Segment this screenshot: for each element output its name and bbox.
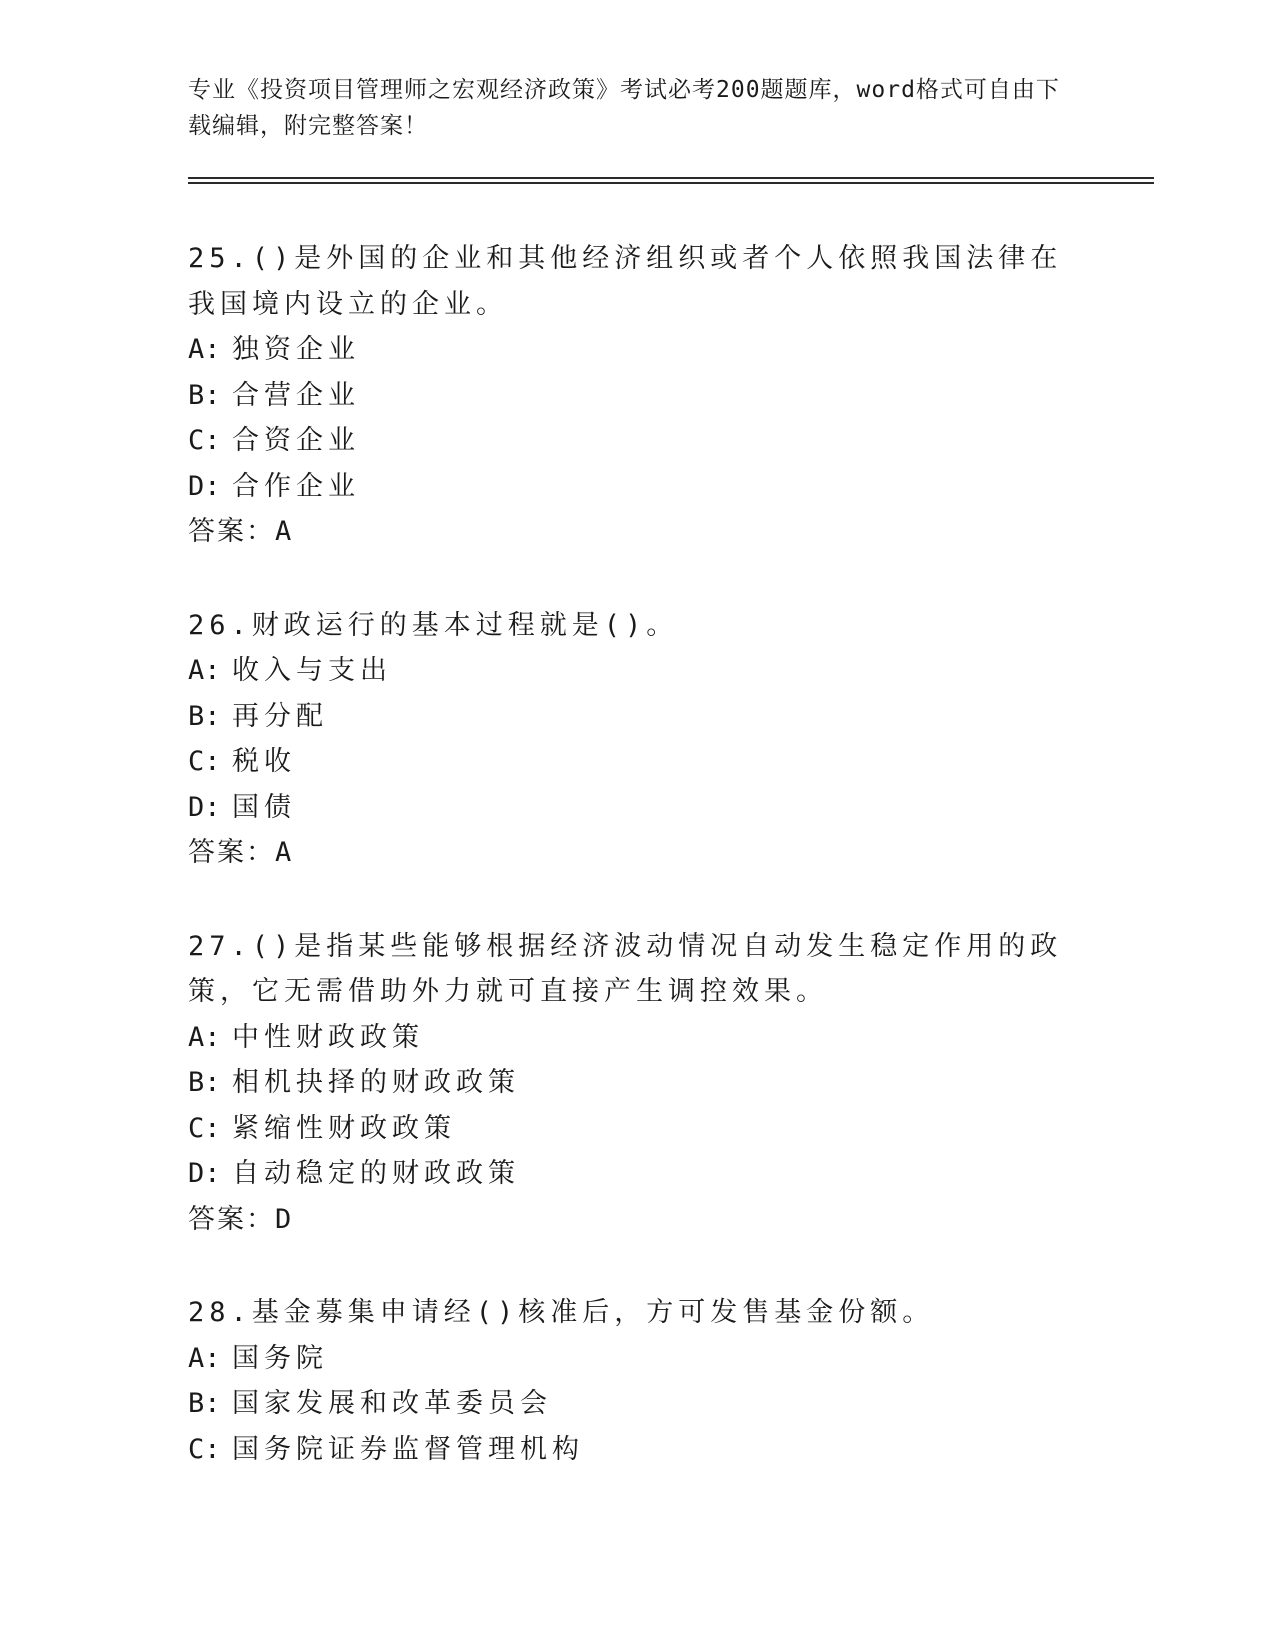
option-b — [188, 1060, 1088, 1106]
option-label: B: — [188, 379, 221, 411]
header-divider-bottom — [188, 182, 1154, 184]
option-label: D: — [188, 791, 221, 823]
option-text: 自动稳定的财政政策 — [232, 1158, 520, 1189]
answer-line: 答案：D — [188, 1203, 294, 1235]
option-text: 独资企业 — [232, 334, 360, 365]
option-text: 收入与支出 — [232, 655, 392, 686]
question-list — [188, 236, 1088, 1520]
option-c — [188, 739, 1088, 785]
option-label: C: — [188, 1433, 221, 1465]
option-label: A: — [188, 1342, 221, 1374]
answer-line: 答案：A — [188, 837, 294, 868]
option-a — [188, 327, 1088, 373]
option-label: B: — [188, 700, 221, 732]
option-text: 税收 — [232, 746, 296, 777]
option-text: 合资企业 — [232, 425, 360, 456]
option-label: C: — [188, 746, 221, 777]
option-label: B: — [188, 1388, 221, 1419]
question-stem: 27.()是指某些能够根据经济波动情况自动发生稳定作用的政策，它无需借助外力就可直接产生调控效果。 — [188, 930, 1063, 1007]
option-d — [188, 464, 1088, 510]
option-c — [188, 1106, 1088, 1152]
question-stem: 26.财政运行的基本过程就是()。 — [188, 609, 679, 641]
answer-line: 答案：A — [188, 516, 294, 547]
option-text: 合作企业 — [232, 470, 360, 502]
question-26 — [188, 603, 1088, 876]
option-text: 国务院 — [232, 1342, 328, 1374]
option-a — [188, 648, 1088, 694]
option-a — [188, 1336, 1088, 1382]
option-label: A: — [188, 334, 221, 365]
option-text: 中性财政政策 — [232, 1021, 424, 1053]
option-text: 再分配 — [232, 700, 328, 732]
question-27 — [188, 924, 1088, 1243]
option-a — [188, 1015, 1088, 1061]
option-label: C: — [188, 425, 221, 456]
question-25 — [188, 236, 1088, 555]
question-stem: 25.()是外国的企业和其他经济组织或者个人依照我国法律在我国境内设立的企业。 — [188, 243, 1063, 320]
option-c — [188, 1427, 1088, 1473]
document-header: 专业《投资项目管理师之宏观经济政策》考试必考200题题库，word格式可自由下载编辑，附完整答案！ — [188, 77, 1060, 139]
option-label: B: — [188, 1067, 221, 1098]
option-b — [188, 1381, 1088, 1427]
option-text: 相机抉择的财政政策 — [232, 1067, 520, 1098]
option-label: C: — [188, 1112, 221, 1144]
question-28 — [188, 1290, 1088, 1472]
option-label: A: — [188, 655, 221, 686]
option-b — [188, 694, 1088, 740]
option-label: D: — [188, 1158, 221, 1189]
question-stem: 28.基金募集申请经()核准后，方可发售基金份额。 — [188, 1297, 935, 1328]
option-text: 紧缩性财政政策 — [232, 1112, 456, 1144]
option-c — [188, 418, 1088, 464]
option-text: 国债 — [232, 791, 296, 823]
option-text: 国家发展和改革委员会 — [232, 1388, 552, 1419]
option-label: D: — [188, 470, 221, 502]
option-d — [188, 785, 1088, 831]
option-b — [188, 373, 1088, 419]
option-label: A: — [188, 1021, 221, 1053]
option-text: 国务院证券监督管理机构 — [232, 1433, 584, 1465]
option-d — [188, 1151, 1088, 1197]
header-divider-top — [188, 177, 1154, 179]
option-text: 合营企业 — [232, 379, 360, 411]
